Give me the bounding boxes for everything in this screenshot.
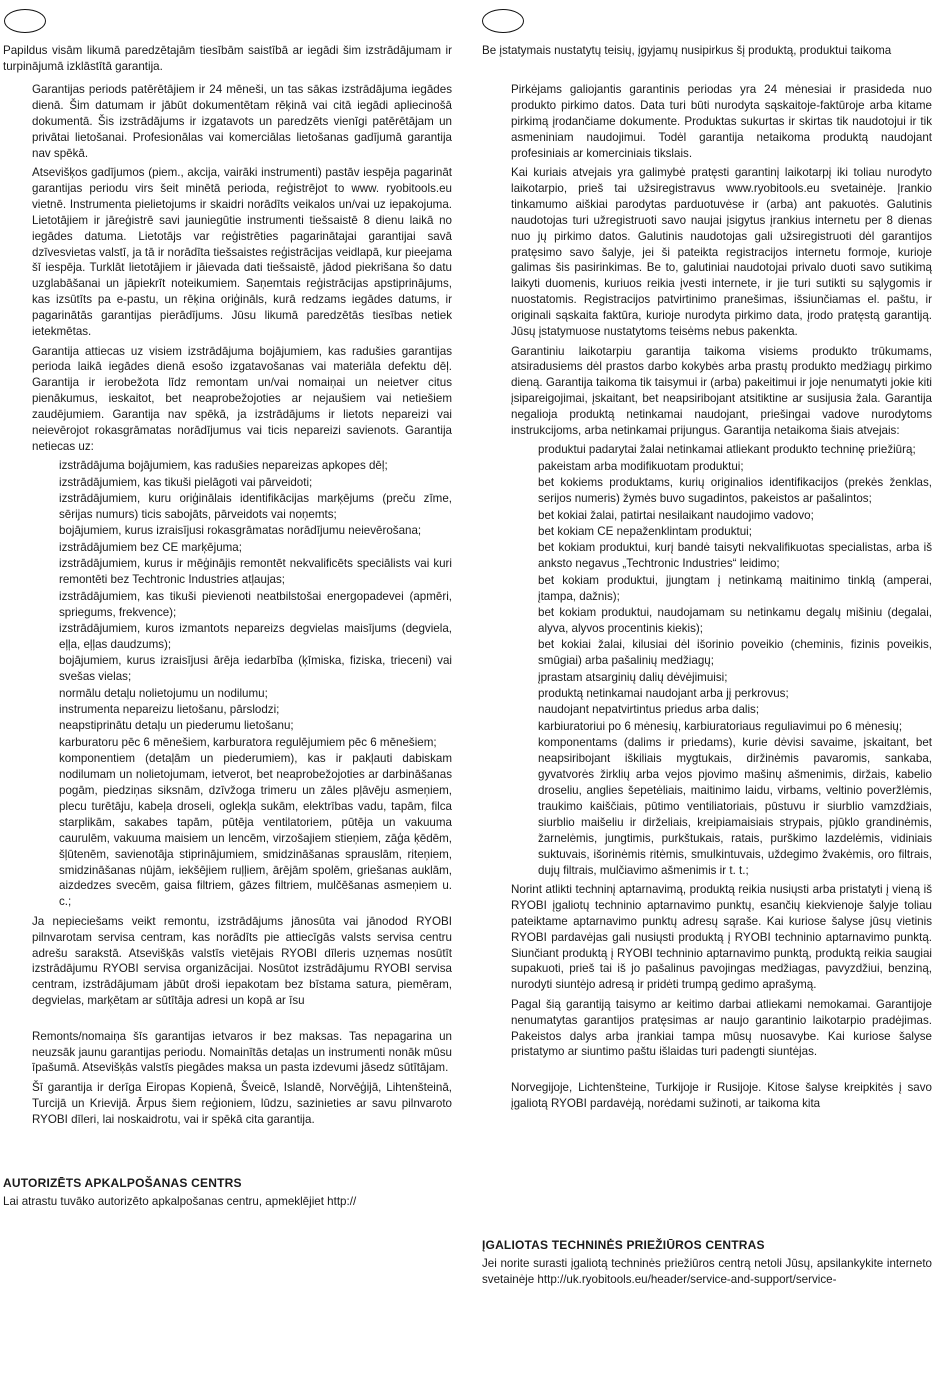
exclusion-item: karburatoru pēc 6 mēnešiem, karburatora regulējumiem pēc 6 mēnešiem;	[59, 735, 437, 749]
exclusion-item: izstrādājumiem bez CE marķējuma;	[59, 540, 242, 554]
exclusion-item: normālu detaļu nolietojumu un nodilumu;	[59, 686, 268, 700]
service-center-heading: AUTORIZĒTS APKALPOŠANAS CENTRS	[3, 1176, 242, 1190]
exclusions-list	[32, 458, 452, 910]
exclusion-item: bet kokiems produktams, kurių originalios identifikacijos (prekės ženklas, serijos numeris) žymės buvo sugadintos, pakeistos ar pašalintos;	[538, 476, 932, 506]
exclusion-item: instrumenta nepareizu lietošanu, pārslodzi;	[59, 702, 280, 716]
exclusion-item: bet kokiam produktui, kurį bandė taisyti nekvalifikuotas specialistas, arba iš anksto negavus „Techtronic Industries“ leidimo;	[538, 541, 932, 571]
warranty-coverage-paragraph: Garantiniu laikotarpiu garantija taikoma visiems produkto trūkumams, atsiradusiems dėl prastos darbo kokybės arba prastų produkto medžiagų pirkimo dieną. Garantija taikoma tik taisymui ir (arba) pakeitimui ir joje nenumatyti jokie kiti įsipareigojimai, įskaitant, bet neapsiribojant atsitiktine ar susijusia žala. Garantija negalioja produktą netinkamai naudojant, priešingai vadove nurodytoms instrukcijoms, arba netinkamai prijungus. Garantija netaikoma šiais atvejais:	[511, 344, 932, 438]
service-center-text: Lai atrastu tuvāko autorizēto apkalpošanas centru, apmeklējiet http://	[3, 1195, 357, 1208]
exclusion-item: karbiuratoriui po 6 mėnesių, karbiuratoriaus reguliavimui po 6 mėnesių;	[538, 719, 903, 733]
exclusion-item: komponentiem (detaļām un piederumiem), kas ir pakļauti dabiskam nodilumam un nolietojumam, ietverot, bet neaprobežojoties ar darbināšanas pogām, piedziņas siksnām, dzīvžoga trimeru un zāles pļāvēju asmeņiem, plecu turētāju, kabeļa droseli, oglekļa sukām, elektrības vadu, tapām, filca starplikām, sakabes tapām, pūtēja ventilatoriem, pūtēja un vakuuma caurulēm, vakuuma maisiem un lencēm, virzošajiem stieņiem, zāģa ķēdēm, šļūtenēm, savienotāja stiprinājumiem, smidzināšanas sprauslām, riteņiem, smidzināšanas nūjām, iekšējiem ruļļiem, ārējām spolēm, griešanas auklām, aizdedzes svecēm, gaisa filtriem, gāzes filtriem, mulčēšanas asmeņiem u. c.;	[59, 752, 452, 909]
intro-paragraph: Papildus visām likumā paredzētajām tiesībām saistībā ar iegādi šim izstrādājumam ir turpinājumā izklāstītā garantija.	[3, 44, 452, 73]
exclusion-item: produktui padarytai žalai netinkamai atliekant produkto techninę priežiūrą;	[538, 443, 916, 457]
exclusion-item: įprastam atsarginių dalių dėvėjimuisi;	[538, 670, 728, 684]
validity-region-paragraph: Šī garantija ir derīga Eiropas Kopienā, Šveicē, Islandē, Norvēģijā, Lihtenšteinā, Turcijā un Krievijā. Ārpus šiem reģioniem, lūdzu, sazinieties ar savu pilnvaroto RYOBI dīleri, lai noskaidrotu, vai ir spēkā cita garantija.	[32, 1080, 452, 1126]
exclusion-item: naudojant nepatvirtintus priedus arba dalis;	[538, 703, 760, 717]
warranty-period-paragraph: Pirkėjams galiojantis garantinis periodas yra 24 mėnesiai ir prasideda nuo produkto pirkimo datos. Data turi būti nurodyta sąskaitoje-faktūroje arba kitame pirkimą įrodančiame dokumente. Produktas sukurtas ir skirtas tik naudotojui ir tik asmeniniam naudojimui. Todėl garantija netaikoma produktą naudojant profesiniais ar komerciniais tikslais.	[511, 83, 932, 160]
warranty-body	[32, 82, 452, 1131]
exclusion-item: neapstiprinātu detaļu un piederumu lietošanu;	[59, 719, 294, 733]
exclusion-item: izstrādājumiem, kurus ir mēģinājis remontēt nekvalificēts speciālists vai kuri remontēti bez Techtronic Industries atļaujas;	[59, 557, 452, 587]
service-paragraph: Ja nepieciešams veikt remontu, izstrādājums jānosūta vai jānodod RYOBI pilnvarotam servisa centram, kas norādīts pie attiecīgās valsts servisa centru adrešu sarakstā. Atsevišķās valstīs vietējais RYOBI dīleris uzņemas nosūtīt izstrādājumu RYOBI servisa organizācijai. Nosūtot izstrādājumu RYOBI servisa centram, izstrādājumam jābūt droši iepakotam bez bīstama satura, piemēram, degvielas, marķētam ar sūtītāja adresi un kopā ar īsu	[32, 914, 452, 1008]
exclusion-item: produktą netinkamai naudojant arba jį perkrovus;	[538, 687, 789, 701]
exclusion-item: pakeistam arba modifikuotam produktui;	[538, 459, 744, 473]
exclusion-item: bojājumiem, kurus izraisījusi ārēja iedarbība (ķīmiska, fiziska, trieceni) vai svešas vielas;	[59, 654, 452, 684]
free-repair-paragraph: Remonts/nomaiņa šīs garantijas ietvaros ir bez maksas. Tas nepagarina un neuzsāk jaunu garantijas periodu. Nomainītās detaļas un instrumenti nonāk mūsu īpašumā. Atsevišķās valstīs piegādes maksa un pasta izdevumi jāsedz sūtītājam.	[32, 1029, 452, 1075]
extended-warranty-paragraph: Atsevišķos gadījumos (piem., akcija, vairāki instrumenti) pastāv iespēja pagarināt garantijas periodu virs šeit minētā perioda, reģistrējot to www. ryobitools.eu vietnē. Instrumenta pielietojums ir skaidri norādīts veikalos un/vai uz iepakojuma. Lietotājiem ir jāreģistrē savi jauniegūtie instrumenti tiešsaistē 8 dienu laikā no iegādes datuma. Lietotājs var reģistrēties pagarinātajai garantijai savā dzīvesvietas valstī, ja tā ir norādīta tiešsaistes reģistrācijas veidlapā, kur pieejama šī iespēja. Turklāt lietotājiem ir jāievada dati tiešsaistē, jādod piekrišana šo datu uzglabāšanai un jāpiekrīt noteikumiem. Saņemtais reģistrācijas apstiprinājums, kas izsūtīts pa e-pastu, un rēķina oriģināls, kurā redzams iegādes datums, ir pagarinātās garantijas pierādījums. Jūsu likumā paredzētās tiesības netiek ietekmētas.	[32, 166, 452, 339]
exclusion-item: izstrādājumiem, kas tikuši pielāgoti vai pārveidoti;	[59, 475, 313, 489]
free-repair-paragraph: Pagal šią garantiją taisymo ar keitimo darbai atliekami nemokamai. Garantijoje nenumatytas garantijos pratęsimas ar naujo garantinio laikotarpio pradėjimas. Pakeistos dalys arba įrankiai tampa mūsų nuosavybe. Kai kuriose šalyse pristatymo ar siuntimo paštu išlaidas turi padengti siuntėjas.	[511, 997, 932, 1059]
exclusion-item: izstrādājumiem, kas tikuši pievienoti neatbilstošai energopadevei (apmēri, spriegums, frekvence);	[59, 589, 452, 619]
exclusion-item: bet kokiam produktui, įjungtam į netinkamą maitinimo tinklą (amperai, įtampa, dažnis);	[538, 573, 932, 603]
exclusion-item: bet kokiai žalai, patirtai nesilaikant naudojimo vadovo;	[538, 508, 814, 522]
exclusion-item: bet kokiam produktui, naudojamam su netinkamu degalų mišiniu (degalai, alyva, alyvos procentinis kiekis);	[538, 606, 932, 635]
service-paragraph: Norint atlikti techninį aptarnavimą, produktą reikia nusiųsti arba pristatyti į vieną iš RYOBI įgaliotų techninio aptarnavimo punktų, esančių kiekvienoje šalyje toliau pateiktame aptarnavimo punktų adresų sąraše. Kai kuriose šalyse jūsų vietinis RYOBI pardavėjas gali nusiųsti produktą į RYOBI techninio aptarnavimo punktą. Siunčiant produktą į RYOBI techninio aptarnavimo punktą, produktą reikia saugiai supakuoti, prieš tai iš jo pašalinus pavojingas medžiagas, pavyzdžiui, benziną, nurodyti siuntėjo adresą ir pridėti trumpą gedimo aprašymą.	[511, 882, 932, 992]
warranty-coverage-paragraph: Garantija attiecas uz visiem izstrādājuma bojājumiem, kas radušies garantijas perioda laikā iegādes dienā esošo izgatavošanas vai materiāla defektu dēļ. Garantija ir ierobežota līdz remontam un/vai nomaiņai un neietver citus pienākumus, ieskaitot, bet neaprobežojoties ar nejaušiem vai netiešiem zaudējumiem. Garantija nav spēkā, ja izstrādājums ir lietots nepareizi vai neievērojot rokasgrāmatas norādījumus vai ticis nepareizi savienots. Garantija netiecas uz:	[32, 344, 452, 453]
exclusion-item: izstrādājuma bojājumiem, kas radušies nepareizas apkopes dēļ;	[59, 459, 388, 473]
exclusion-item: izstrādājumiem, kuros izmantots nepareizs degvielas maisījums (degviela, eļļa, eļļas daudzums);	[59, 621, 452, 651]
service-center-text: Jei norite surasti įgaliotą techninės priežiūros centrą netoli Jūsų, apsilankykite interneto svetainėje http://uk.ryobitools.eu/header/service-and-support/service-	[482, 1257, 932, 1286]
exclusion-item: bet kokiai žalai, kilusiai dėl išorinio poveikio (cheminis, fizinis poveikis, smūgiai) arba pašalinių medžiagų;	[538, 638, 932, 668]
validity-region-paragraph: Norvegijoje, Lichtenšteine, Turkijoje ir Rusijoje. Kitose šalyse kreipkitės į savo įgaliotą RYOBI pardavėją, norėdami sužinoti, ar taikoma kita	[511, 1080, 932, 1110]
intro-paragraph: Be įstatymais nustatytų teisių, įgyjamų nusipirkus šį produktą, produktui taikoma	[482, 44, 892, 57]
service-center-heading: ĮGALIOTAS TECHNINĖS PRIEŽIŪROS CENTRAS	[482, 1238, 765, 1252]
language-oval-marker-icon	[4, 9, 46, 33]
language-oval-marker-icon	[482, 9, 524, 33]
exclusion-item: izstrādājumiem, kuru oriģinālais identifikācijas marķējums (preču zīme, sērijas numurs) ticis sabojāts, pārveidots vai noņemts;	[59, 492, 452, 522]
exclusion-item: komponentams (dalims ir priedams), kurie dėvisi savaime, įskaitant, bet neapsiribojant iškiliais mygtukais, diržinėmis pavaromis, sankaba, gyvatvorės žirklių arba vejos pjovimo mašinų ašmenimis, diržais, kabelio droseliu, anglies šepetėliais, maitinimo laidu, virbams, veltinio poveržlėmis, traukimo kaiščiais, pūtimo ventiliatoriais, pūstuvu ir siurblio vamzdžiais, siurblio maišeliu ir dirželiais, kreipiamaisiais strypais, pjūklo grandinėmis, žarnelėmis, jungtimis, purkštukais, ratais, purškimo lazdelėmis, vidiniais suktuvais, išorinėmis ritėmis, smulkintuvais, uždegimo žvakėmis, oro filtrais, dujų filtrais, mulčiavimo ašmenimis ir t. t.;	[538, 736, 932, 877]
exclusion-item: bet kokiam CE nepaženklintam produktui;	[538, 524, 752, 538]
extended-warranty-paragraph: Kai kuriais atvejais yra galimybė pratęsti garantinį laikotarpį iki toliau nurodyto laikotarpio, prieš tai užsiregistravus www.ryobitools.eu svetainėje. Įrankio tinkamumo aiškiai parodytas parduotuvėse ir (arba) ant pakuotės. Galutinis naudotojas turi užregistruoti savo naujai įsigytus įrankius internetu per 8 dienas nuo jų pirkimo datos. Galutinis naudotojas gali užsiregistruoti dėl garantijos pratęsimo savo šalyje, jei ši pateikta registracijos internetu formoje, kurioje galimas šis pasirinkimas. Be to, galutiniai naudotojai privalo duoti savo sutikimą laikyti duomenis, kuriuos reikia įvesti internete, ir jie turi sutikti su sąlygomis ir nuostatomis. Registracijos patvirtinimo pranešimas, išsiunčiamas el. paštu, ir originali sąskaita faktūra, kurioje nurodyta pirkimo data, įrodo pratęstą garantiją. Jūsų įstatymuose nustatytoms teisėms nebus pakenkta.	[511, 166, 932, 339]
exclusion-item: bojājumiem, kurus izraisījusi rokasgrāmatas norādījumu neievērošana;	[59, 524, 422, 538]
warranty-period-paragraph: Garantijas periods patērētājiem ir 24 mēneši, un tas sākas izstrādājuma iegādes dienā. Šim datumam ir jābūt dokumentētam rēķinā vai citā iegādi apliecinošā dokumentā. Šis izstrādājums ir izgatavots un paredzēts vienīgi patērētājam un privātai lietošanai. Profesionālas vai komerciālas lietošanas gadījumā garantija nav spēkā.	[32, 83, 452, 160]
warranty-body	[511, 82, 932, 1115]
exclusions-list	[511, 442, 932, 878]
